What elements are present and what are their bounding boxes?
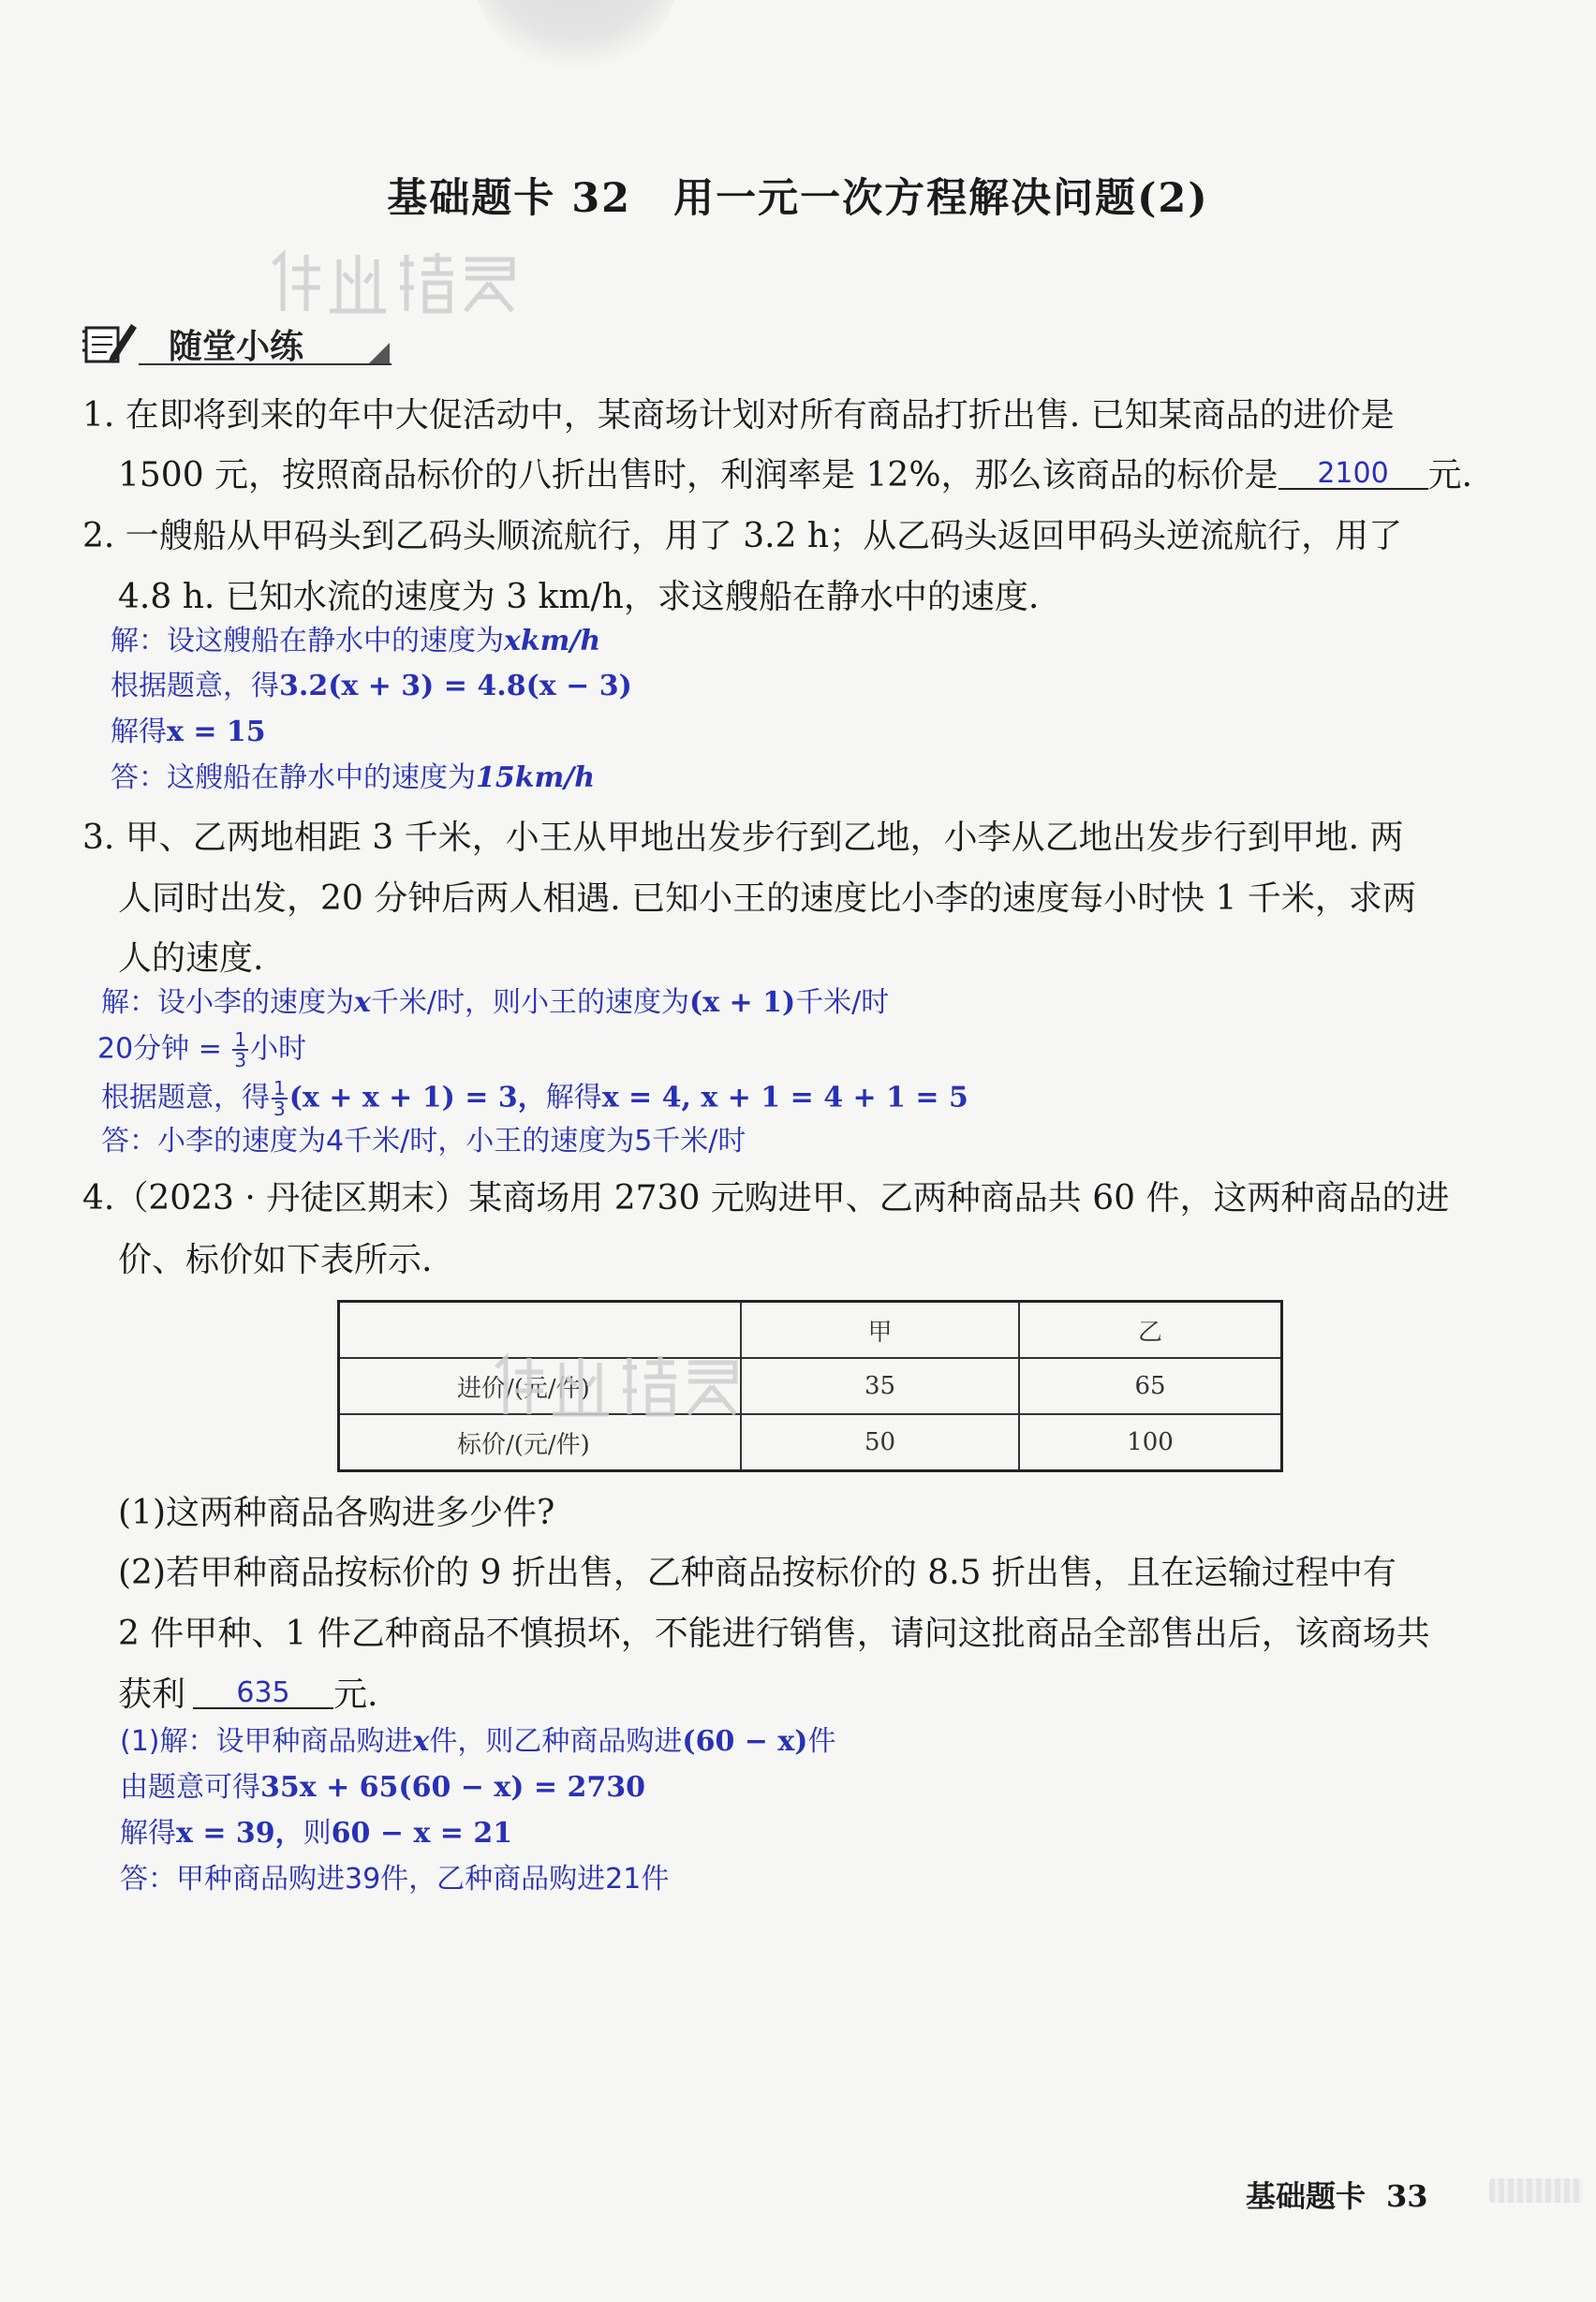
q3-solution-line3	[101, 1079, 968, 1118]
q4-sol3-eq2: 60 − x = 21	[331, 1817, 513, 1850]
q2-sol4-text: 答：这艘船在静水中的速度为	[111, 761, 476, 794]
scan-shadow	[473, 0, 679, 75]
q3-sol1-a: 解：设小李的速度为	[101, 986, 354, 1019]
q4-solution-line4: 答：甲种商品购进39件，乙种商品购进21件	[120, 1863, 670, 1896]
q3-solution-line4: 答：小李的速度为4千米/时，小王的速度为5千米/时	[101, 1125, 746, 1158]
section-header	[82, 318, 392, 365]
q4-sol1-d: 件	[807, 1725, 836, 1758]
q2-sol2-text: 根据题意，得	[111, 670, 279, 702]
page-footer	[1246, 2173, 1428, 2216]
table-header-row	[339, 1302, 1282, 1359]
q3-line1: 3. 甲、乙两地相距 3 千米，小王从甲地出发步行到乙地，小李从乙地出发步行到甲地. 两	[82, 819, 1404, 857]
frac-numerator: 1	[234, 1028, 247, 1051]
footer-decoration	[1489, 2178, 1583, 2203]
q3-solution-line1	[101, 986, 890, 1019]
q2-sol3-text: 解得	[111, 716, 167, 748]
q4-line1: 4.（2023 · 丹徒区期末）某商场用 2730 元购进甲、乙两种商品共 60 件，这两种商品的进	[82, 1179, 1450, 1217]
table-row	[339, 1358, 1282, 1414]
q4-sol1-b: 件，则乙种商品购进	[429, 1725, 683, 1758]
table-cell: 50	[741, 1414, 1019, 1471]
frac-denominator: 3	[273, 1098, 286, 1120]
q4-part1: (1)这两种商品各购进多少件?	[118, 1494, 555, 1532]
table-row	[339, 1414, 1282, 1471]
q2-sol2-eq: 3.2(x + 3) = 4.8(x − 3)	[279, 670, 632, 702]
frac-denominator: 3	[234, 1049, 247, 1071]
table-cell: 进价/(元/件)	[339, 1358, 742, 1414]
q4-sol3-b: 则	[303, 1817, 332, 1850]
watermark-graphic	[487, 1349, 749, 1424]
q2-sol1-var: xkm/h	[504, 625, 601, 657]
q3-fraction-one-third	[232, 1030, 248, 1070]
q2-solution-line1	[111, 627, 600, 656]
q2-line1: 2. 一艘船从甲码头到乙码头顺流航行，用了 3.2 h；从乙码头返回甲码头逆流航行，用了	[82, 517, 1403, 555]
q1-line1: 1. 在即将到来的年中大促活动中，某商场计划对所有商品打折出售. 已知某商品的进价是	[82, 396, 1395, 435]
page-title: 基础题卡 32 用一元一次方程解决问题(2)	[387, 175, 1209, 222]
table-cell: 100	[1019, 1414, 1282, 1471]
q2-solution-line2	[111, 672, 632, 701]
q3-fraction-one-third-2	[272, 1079, 288, 1118]
frac-numerator: 1	[273, 1077, 286, 1099]
q3-solution-line2	[97, 1030, 306, 1070]
q3-sol1-x: x	[354, 986, 371, 1019]
q4-p2-l3-end: 元.	[333, 1675, 378, 1714]
q4-part2-line3	[118, 1675, 378, 1714]
q3-sol3-a: 根据题意，得	[101, 1081, 270, 1114]
table-cell: 35	[741, 1358, 1019, 1414]
q4-solution-line2	[120, 1771, 645, 1804]
q3-sol1-c: (x + 1)	[689, 986, 796, 1019]
q3-sol2-b: 小时	[250, 1032, 307, 1066]
q2-sol1-text: 解：设这艘船在静水中的速度为	[111, 625, 504, 657]
q3-sol3-b: (x + x + 1) = 3，	[288, 1081, 546, 1114]
q2-sol4-val: 15km/h	[476, 761, 596, 794]
q4-sol2-eq: 35x + 65(60 − x) = 2730	[260, 1771, 645, 1804]
table-cell: 标价/(元/件)	[339, 1414, 742, 1471]
q1-line2-end: 元.	[1427, 456, 1472, 494]
footer-label: 基础题卡	[1246, 2178, 1367, 2214]
q4-sol3-a: 解得	[120, 1817, 176, 1850]
q4-line2: 价、标价如下表所示.	[118, 1241, 433, 1279]
section-corner-mark	[369, 343, 390, 363]
page-number: 33	[1386, 2178, 1428, 2214]
notebook-pencil-icon	[82, 318, 140, 365]
watermark-2	[487, 1349, 749, 1439]
q1-answer-blank	[1278, 457, 1428, 490]
q2-solution-line4	[111, 761, 596, 794]
q1-answer: 2100	[1317, 457, 1389, 490]
q3-sol1-b: 千米/时，则小王的速度为	[370, 986, 689, 1019]
q3-line2: 人同时出发，20 分钟后两人相遇. 已知小王的速度比小李的速度每小时快 1 千米，求两	[118, 879, 1416, 918]
q4-answer-blank	[193, 1676, 333, 1709]
q3-sol1-d: 千米/时	[795, 986, 890, 1019]
q3-sol3-c: 解得	[545, 1081, 602, 1114]
q3-line3: 人的速度.	[118, 939, 264, 978]
table-header-cell: 乙	[1019, 1302, 1282, 1359]
q4-part2-line2: 2 件甲种、1 件乙种商品不慎损坏，不能进行销售，请问这批商品全部售出后，该商场共	[118, 1615, 1430, 1653]
q1-line2-text: 1500 元，按照商品标价的八折出售时，利润率是 12%，那么该商品的标价是	[118, 456, 1278, 494]
section-title: 随堂小练	[169, 328, 304, 366]
q2-line2: 4.8 h. 已知水流的速度为 3 km/h，求这艘船在静水中的速度.	[118, 578, 1040, 616]
q4-sol3-eq: x = 39，	[176, 1817, 303, 1850]
q2-sol3-eq: x = 15	[167, 716, 266, 748]
watermark-graphic	[264, 245, 526, 320]
table-cell: 65	[1019, 1358, 1282, 1414]
q4-sol1-x: x	[412, 1725, 430, 1758]
q4-part2-line1: (2)若甲种商品按标价的 9 折出售，乙种商品按标价的 8.5 折出售，且在运输过程中有	[118, 1554, 1396, 1592]
section-underline	[139, 363, 392, 365]
q1-line2	[118, 456, 1472, 494]
q3-sol2-a: 20分钟 =	[97, 1032, 231, 1066]
q4-solution-line3	[120, 1817, 513, 1850]
q3-sol3-d: x = 4, x + 1 = 4 + 1 = 5	[601, 1081, 968, 1114]
table-header-cell: 甲	[741, 1302, 1019, 1359]
q2-solution-line3	[111, 718, 266, 746]
q4-sol1-a: (1)解：设甲种商品购进	[120, 1725, 413, 1758]
q4-sol1-c: (60 − x)	[682, 1725, 808, 1758]
q4-sol2-a: 由题意可得	[120, 1771, 260, 1804]
q4-answer: 635	[236, 1676, 290, 1709]
q4-solution-line1	[120, 1725, 836, 1758]
q4-p2-l3-text: 获利	[118, 1675, 186, 1714]
price-table	[337, 1300, 1283, 1472]
